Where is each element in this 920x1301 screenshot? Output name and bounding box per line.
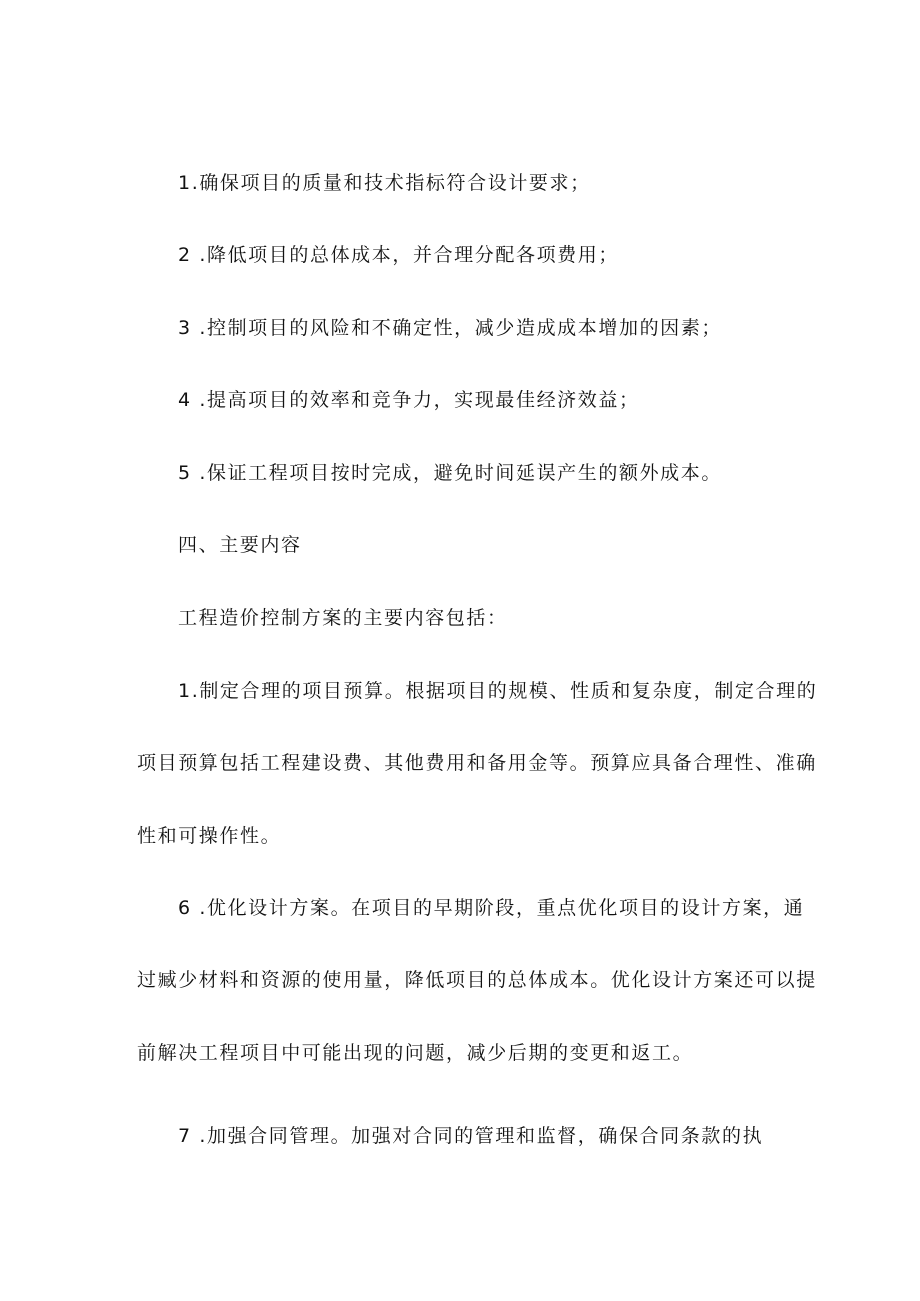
- section-heading: 四、主要内容: [178, 534, 302, 556]
- content-item-1-line-1: 1.制定合理的项目预算。根据项目的规模、性质和复杂度，制定合理的: [178, 680, 818, 702]
- goal-item-3: 3 .控制项目的风险和不确定性，减少造成成本增加的因素；: [178, 317, 722, 339]
- content-item-7-line-1: 7 .加强合同管理。加强对合同的管理和监督，确保合同条款的执: [178, 1125, 764, 1147]
- goal-item-5: 5 .保证工程项目按时完成，避免时间延误产生的额外成本。: [178, 462, 722, 484]
- content-item-1-line-3: 性和可操作性。: [137, 825, 282, 847]
- goal-item-2: 2 .降低项目的总体成本，并合理分配各项费用；: [178, 244, 619, 266]
- section-intro: 工程造价控制方案的主要内容包括：: [178, 607, 508, 629]
- content-item-6-line-1: 6 .优化设计方案。在项目的早期阶段，重点优化项目的设计方案，通: [178, 897, 805, 919]
- goal-item-4: 4 .提高项目的效率和竞争力，实现最佳经济效益；: [178, 389, 640, 411]
- content-item-1-line-2: 项目预算包括工程建设费、其他费用和备用金等。预算应具备合理性、准确: [137, 752, 817, 774]
- goal-item-1: 1.确保项目的质量和技术指标符合设计要求；: [178, 172, 591, 194]
- content-item-6-line-3: 前解决工程项目中可能出现的问题，减少后期的变更和返工。: [137, 1042, 694, 1064]
- content-item-6-line-2: 过臧少材料和资源的使用量，降低项目的总体成本。优化设计方案还可以提: [137, 969, 817, 991]
